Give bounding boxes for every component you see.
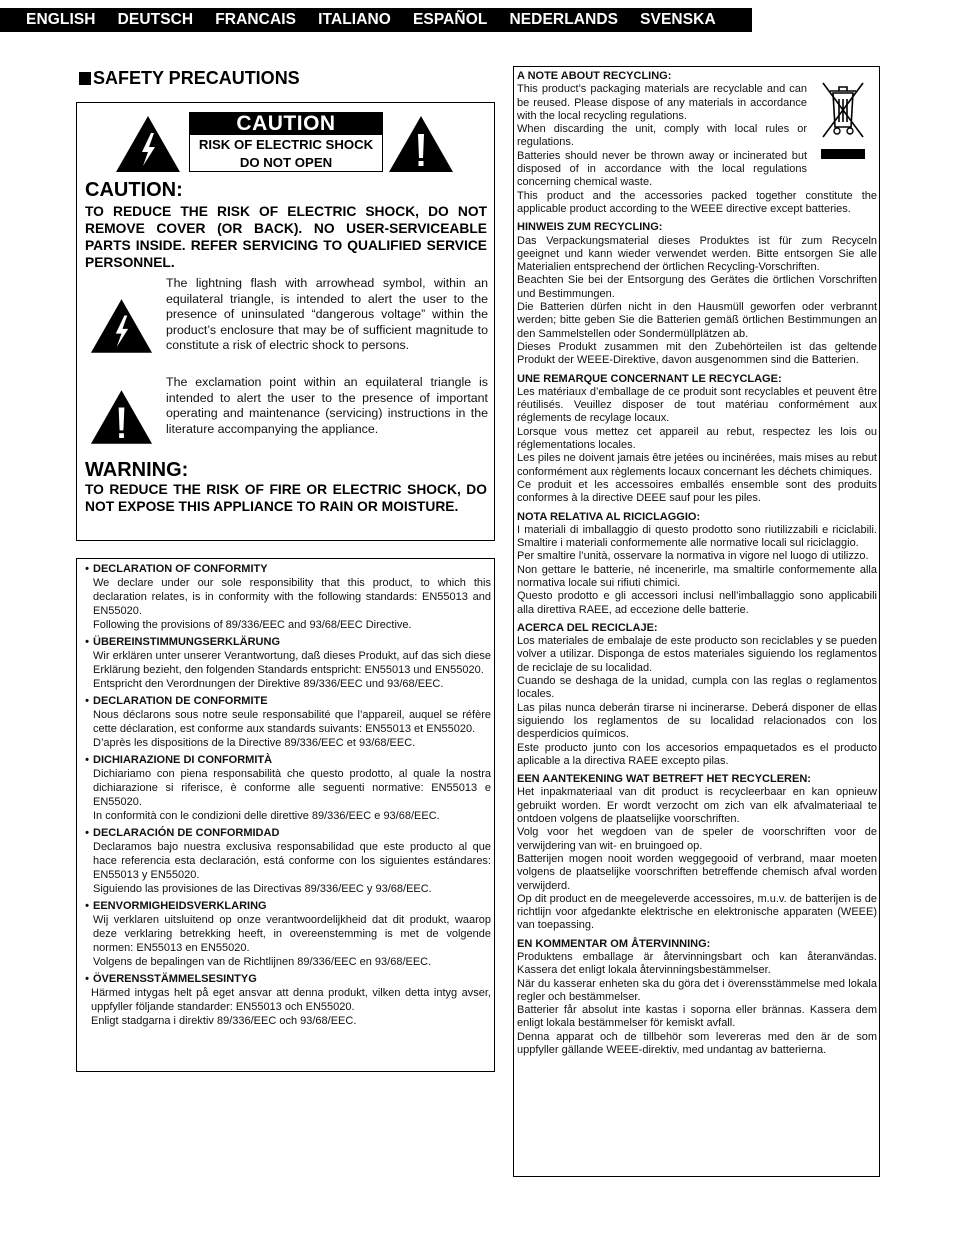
recycling-section (517, 773, 877, 933)
recycling-paragraph: Lorsque vous mettez cet appareil au rebut, respectez les lois ou réglementations locales. (517, 425, 877, 452)
recycling-title: UNE REMARQUE CONCERNANT LE RECYCLAGE: (517, 372, 782, 385)
recycling-paragraph: Les piles ne doivent jamais être jetées ou incinérées, mais mises au rebut conformément aux règlements locaux concernant les déchets chimiques. (517, 452, 877, 478)
lang-tab-espanol[interactable]: ESPAÑOL (412, 11, 488, 28)
recycling-title: A NOTE ABOUT RECYCLING: (517, 70, 672, 82)
declarations-box (76, 558, 495, 1072)
recycling-box (513, 66, 880, 1177)
declaration-item (81, 972, 491, 1028)
caution-word: CAUTION (190, 113, 382, 135)
recycling-paragraph: This product and the accessories packed together constitute the applicable product according to the WEEE directive except batteries. (517, 189, 877, 215)
bullet-icon: • (85, 827, 89, 839)
recycling-section (517, 373, 877, 506)
recycling-paragraph: I materiali di imballaggio di questo prodotto sono riutilizzabili e riciclabili. Smaltire i materiali conformemente alle normative locali sul riciclaggio. (517, 523, 877, 550)
section-title-text: SAFETY PRECAUTIONS (93, 68, 300, 88)
lightning-warning-icon (115, 115, 181, 173)
bullet-icon: • (85, 900, 89, 912)
recycling-title: ACERCA DEL RECICLAJE: (517, 621, 658, 634)
caution-body: TO REDUCE THE RISK OF ELECTRIC SHOCK, DO NOT REMOVE COVER (OR BACK). NO USER-SERVICEABLE PARTS INSIDE. REFER SERVICING TO QUALIFIED SERVICE PERSONNEL. (85, 204, 487, 270)
recycling-paragraph: Per smaltire l’unità, osservare la normativa in vigore nel luogo di utilizzo. (517, 550, 869, 563)
declaration-item (81, 694, 491, 750)
recycling-section (517, 622, 877, 768)
declaration-title: DECLARACIÓN DE CONFORMIDAD (93, 827, 280, 839)
recycling-paragraph: Los materiales de embalaje de este producto son reciclables y se pueden volver a utilizar. Disponga de estos materiales siguiendo los reglamentos de reciclaje de su localidad. (517, 635, 877, 674)
declaration-item (81, 635, 491, 691)
warning-heading: WARNING: (85, 459, 189, 481)
recycling-section (517, 70, 877, 216)
recycling-title: EN KOMMENTAR OM ÅTERVINNING: (517, 937, 711, 950)
square-bullet-icon (79, 72, 91, 85)
recycling-title: NOTA RELATIVA AL RICICLAGGIO: (517, 510, 701, 523)
bullet-icon: • (85, 973, 89, 985)
declaration-title: DICHIARAZIONE DI CONFORMITÀ (93, 754, 273, 766)
recycling-paragraph: When discarding the unit, comply with local rules or regulations. (517, 123, 807, 149)
recycling-paragraph: Denna apparat och de tillbehör som levereras med den är de som uppfyller gällande WEEE-direktiv, med undantag av batterierna. (517, 1030, 877, 1057)
recycling-title: EEN AANTEKENING WAT BETREFT HET RECYCLEREN: (517, 773, 811, 786)
lang-tab-svenska[interactable]: SVENSKA (640, 11, 716, 28)
recycling-paragraph: Las pilas nunca deberán tirarse ni incinerarse. Deberá disponer de ellas siguiendo los reglamentos de su localidad relacionados con los desperdicios químicos. (517, 701, 877, 741)
declaration-item (81, 826, 491, 896)
recycling-paragraph: När du kasserar enheten ska du göra det i överensstämmelse med lokala regler och bestämmelser. (517, 977, 877, 1003)
declaration-provision: In conformità con le condizioni delle direttive 89/336/EEC e 93/68/EEC. (93, 810, 440, 822)
caution-heading: CAUTION: (85, 179, 183, 201)
recycling-section (517, 511, 877, 617)
bullet-icon: • (85, 636, 89, 648)
lightning-warning-icon (90, 298, 153, 354)
recycling-paragraph: Les matériaux d’emballage de ce produit sont recyclables et peuvent être réutilisés. Veuillez disposer de tout matériau conformément aux réglements de recylage locaux. (517, 385, 877, 425)
declaration-title: DECLARATION DE CONFORMITE (93, 695, 268, 707)
recycling-paragraph: Este producto junto con los accesorios empaquetados es el producto aplicable a la directiva RAEE excepto pilas. (517, 741, 877, 767)
warning-body: TO REDUCE THE RISK OF FIRE OR ELECTRIC SHOCK, DO NOT EXPOSE THIS APPLIANCE TO RAIN OR MOISTURE. (85, 482, 487, 514)
recycling-paragraph: Cuando se deshaga de la unidad, cumpla con las reglas o reglamentos locales. (517, 675, 877, 701)
lang-tab-italiano[interactable]: ITALIANO (318, 11, 391, 28)
lang-tab-nederlands[interactable]: NEDERLANDS (509, 11, 619, 28)
recycling-paragraph: Batteries should never be thrown away or incinerated but disposed of in accordance with the local regulations concerning chemical waste. (517, 149, 807, 189)
caution-label (189, 112, 383, 172)
recycling-paragraph: Die Batterien dürfen nicht in den Hausmüll geworfen oder verbrannt werden; bitte geben Sie die Batterien gemäß örtlichen Bestimmungen an den Sammelstellen oder Sondermüllplätzen ab. (517, 301, 877, 340)
declaration-provision: Enligt stadgarna i direktiv 89/336/EEC och 93/68/EEC. (91, 1015, 357, 1027)
lightning-symbol-description: The lightning flash with arrowhead symbol, within an equilateral triangle, is intended to alert the user to the presence of uninsulated “dangerous voltage” within the product’s enclosure that may be of sufficient magnitude to constitute a risk of electric shock to persons. (166, 276, 488, 353)
lang-tab-francais[interactable]: FRANCAIS (215, 11, 297, 28)
declaration-item (81, 753, 491, 823)
recycling-paragraph: This product’s packaging materials are recyclable and can be reused. Please dispose of any materials in accordance with the local recycling regulations. (517, 83, 807, 122)
declaration-text: Wir erklären unter unserer Verantwortung, daß dieses Produkt, auf das sich diese Erklärung bezieht, den folgenden Standards entspricht: EN55013 und EN55020. (93, 650, 491, 676)
recycling-paragraph: Batterier får absolut inte kastas i soporna eller brännas. Kassera dem enligt lokala bestämmelser för kemiskt avfall. (517, 1004, 877, 1030)
recycling-paragraph: Ce produit et les accessoires emballés ensemble sont des produits conformes à la directive DEEE sauf pour les piles. (517, 478, 877, 505)
lang-tab-english[interactable]: ENGLISH (26, 11, 96, 28)
declaration-text: Dichiariamo con piena responsabilità che questo prodotto, al quale la nostra dichiarazione si riferisce, è conforme alle seguenti normative: EN55013 e EN55020. (93, 768, 491, 808)
declaration-provision: Entspricht den Verordnungen der Direktive 89/336/EEC und 93/68/EEC. (93, 678, 444, 690)
declaration-title: EENVORMIGHEIDSVERKLARING (93, 900, 267, 912)
recycling-title: HINWEIS ZUM RECYCLING: (517, 221, 663, 234)
caution-box (76, 102, 495, 541)
risk-line-2: DO NOT OPEN (239, 155, 333, 170)
declaration-title: DECLARATION OF CONFORMITY (93, 563, 268, 575)
declaration-provision: Volgens de bepalingen van de Richtlijnen 89/336/EEC en 93/68/EEC. (93, 956, 432, 968)
recycling-paragraph: Volg voor het wegdoen van de speler de voorschriften voor de verwijdering van wit- en bruingoed op. (517, 826, 877, 852)
declaration-title: ÜBEREINSTIMMUNGSERKLÄRUNG (93, 636, 280, 648)
declaration-title: ÖVERENSSTÄMMELSESINTYG (93, 973, 257, 985)
recycling-paragraph: Het inpakmateriaal van dit product is recycleerbaar en kan opnieuw gebruikt worden. Er wordt verzocht om zich van elk afvalmateriaal te ontdoen volgens de plaatselijke voorschriften. (517, 786, 877, 826)
recycling-paragraph: Op dit product en de meegeleverde accessoires, m.u.v. de batterijen is de richtlijn voor afgedankte elektrische en elektronische apparaten (WEEE) van toepassing. (517, 892, 877, 932)
recycling-paragraph: Questo prodotto e gli accessori inclusi nell’imballaggio sono applicabili alla direttiva RAEE, ad eccezione delle batterie. (517, 590, 877, 616)
declaration-item (81, 899, 491, 969)
risk-line-1: RISK OF ELECTRIC SHOCK (198, 137, 374, 152)
language-tab-bar (0, 8, 752, 32)
recycling-paragraph: Batterijen mogen nooit worden weggegooid of verbrand, maar moeten volgens de plaatselijke voorschriften betreffende chemisch afval worden verwijderd. (517, 852, 877, 892)
declaration-item (81, 562, 491, 632)
recycling-paragraph: Dieses Produkt zusammen mit den Zubehörteilen ist das geltende Produkt der WEEE-Direktive, davon ausgenommen sind die Batterien. (517, 340, 877, 367)
bullet-icon: • (85, 754, 89, 766)
declaration-text: Nous déclarons sous notre seule responsabilité que l’appareil, auquel se réfère cette déclaration, est conforme aux standards suivants: EN55013 et EN55020. (93, 709, 491, 735)
declaration-text: Wij verklaren uitsluitend op onze verantwoordelijkheid dat dit produkt, waarop deze verklaring betrekking heeft, in overeenstemming is met de volgende normen: EN55013 en EN55020. (93, 914, 491, 954)
declaration-provision: Following the provisions of 89/336/EEC and 93/68/EEC Directive. (93, 619, 412, 631)
recycling-section (517, 938, 877, 1058)
exclamation-symbol-description: The exclamation point within an equilateral triangle is intended to alert the user to the presence of important operating and maintenance (servicing) instructions in the literature accompanying the appliance. (166, 375, 488, 436)
recycling-section (517, 221, 877, 367)
risk-of-shock-label (190, 136, 382, 172)
lang-tab-deutsch[interactable]: DEUTSCH (117, 11, 194, 28)
bullet-icon: • (85, 563, 89, 575)
recycling-paragraph: Das Verpackungsmaterial dieses Produktes ist für zum Recyceln geeignet und kann wieder verwendet werden. Bitte entsorgen Sie alle Materialien entsprechend der örtlichen Recycling-Vorschriften. (517, 234, 877, 274)
recycling-paragraph: Beachten Sie bei der Entsorgung des Gerätes die örtlichen Vorschriften und Bestimmungen. (517, 274, 877, 300)
declaration-text: Declaramos bajo nuestra exclusiva responsabilidad que este producto al que hace referencia esta declaración, está conforme con los siguientes estándares: EN55013 y EN55020. (93, 841, 491, 881)
declaration-text: We declare under our sole responsibility that this product, to which this declaration relates, is in conformity with the following standards: EN55013 and EN55020. (93, 577, 491, 617)
recycling-paragraph: Non gettare le batterie, né incenerirle, ma smaltirle conformemente alla normativa locale sui rifiuti chimici. (517, 563, 877, 589)
declaration-provision: Siguiendo las provisiones de las Directivas 89/336/EEC y 93/68/EEC. (93, 883, 432, 895)
recycling-paragraph: Produktens emballage är återvinningsbart och kan återanvändas. Kassera det enligt lokala återvinningsbestämmelser. (517, 951, 877, 977)
exclamation-warning-icon (90, 389, 153, 445)
exclamation-warning-icon (388, 115, 454, 173)
declaration-provision: D’après les dispositions de la Directive 89/336/EEC et 93/68/EEC. (93, 737, 416, 749)
section-title (79, 68, 300, 89)
declaration-text: Härmed intygas helt på eget ansvar att denna produkt, vilken detta intyg avser, uppfyller följande standarder: EN55013 och EN55020. (91, 987, 491, 1013)
bullet-icon: • (85, 695, 89, 707)
